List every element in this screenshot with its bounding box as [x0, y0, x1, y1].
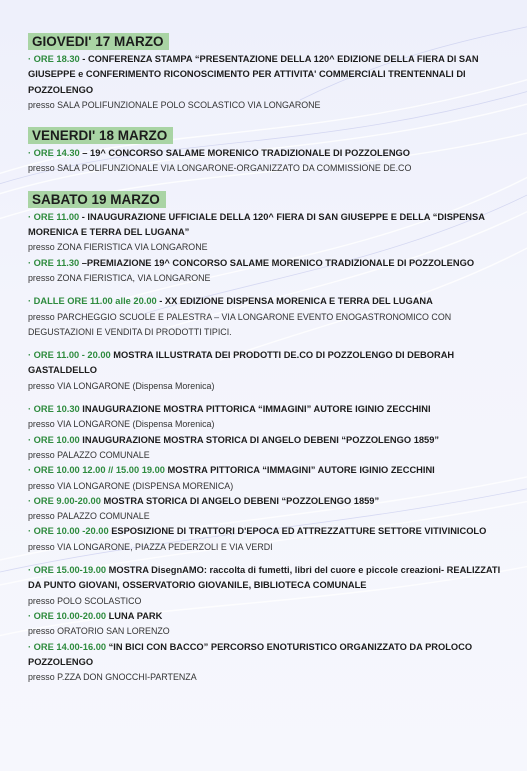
event-title: - XX EDIZIONE DISPENSA MORENICA E TERRA DEL LUGANA	[156, 296, 433, 307]
event-place: presso VIA LONGARONE (DISPENSA MORENICA)	[28, 480, 234, 491]
event-item	[28, 640, 508, 671]
event-time: · ORE 10.30	[28, 404, 80, 415]
event-time: · ORE 10.00-20.00	[28, 610, 107, 621]
event-title: “IN BICI CON BACCO” PERCORSO ENOTURISTICO ORGANIZZATO DA PROLOCO POZZOLENGO	[28, 641, 473, 667]
event-title: –PREMIAZIONE 19^ CONCORSO SALAME MORENICO TRADIZIONALE DI POZZOLENGO	[79, 257, 475, 268]
program-content	[28, 33, 508, 685]
event-title: MOSTRA ILLUSTRATA DEI PRODOTTI DE.CO DI POZZOLENGO DI DEBORAH GASTALDELLO	[28, 350, 455, 376]
event-place: presso ZONA FIERISTICA VIA LONGARONE	[28, 242, 208, 253]
event-time: · ORE 10.00	[28, 434, 80, 445]
event-time: · ORE 9.00-20.00	[28, 495, 101, 506]
event-item	[28, 609, 508, 624]
day-header-friday: VENERDI' 18 MARZO	[28, 127, 173, 144]
event-item	[28, 146, 508, 161]
day-header-thursday: GIOVEDI' 17 MARZO	[28, 33, 169, 50]
event-title: MOSTRA STORICA DI ANGELO DEBENI “POZZOLENGO 1859”	[100, 495, 380, 506]
event-time: · ORE 11.00 - 20.00	[28, 350, 111, 361]
event-title: MOSTRA DisegnAMO: raccolta di fumetti, libri del cuore e piccole creazioni- REALIZZATI DA PUNTO GIOVANI, OSSERVATORIO GIOVANILE, BIBLIOTECA COMUNALE	[28, 565, 501, 591]
event-place: presso P.ZZA DON GNOCCHI-PARTENZA	[28, 672, 197, 683]
event-place: presso ORATORIO SAN LORENZO	[28, 626, 170, 637]
event-item	[28, 52, 508, 98]
event-time: · ORE 11.00	[28, 211, 80, 222]
event-time: · ORE 14.00-16.00	[28, 641, 107, 652]
event-title: - CONFERENZA STAMPA “PRESENTAZIONE DELLA 120^ EDIZIONE DELLA FIERA DI SAN GIUSEPPE e CONFERIMENTO RICONOSCIMENTO PER ATTIVITA' COMMERCIALI TRENTENNALI DI POZZOLENGO	[28, 54, 479, 95]
event-time: · ORE 14.30	[28, 148, 80, 159]
event-time: · ORE 10.00 12.00 // 15.00 19.00	[28, 465, 165, 476]
event-place: presso VIA LONGARONE (Dispensa Morenica)	[28, 380, 215, 391]
event-place: presso ZONA FIERISTICA, VIA LONGARONE	[28, 272, 211, 283]
event-title: ESPOSIZIONE DI TRATTORI D'EPOCA ED ATTREZZATTURE SETTORE VITIVINICOLO	[108, 526, 487, 537]
event-place: presso POLO SCOLASTICO	[28, 595, 142, 606]
event-item	[28, 210, 508, 241]
event-item	[28, 256, 508, 271]
event-item	[28, 524, 508, 539]
event-item	[28, 402, 508, 417]
day-header-saturday: SABATO 19 MARZO	[28, 191, 166, 208]
event-title: INAUGURAZIONE MOSTRA STORICA DI ANGELO DEBENI “POZZOLENGO 1859”	[79, 434, 440, 445]
event-item	[28, 348, 508, 379]
event-place: presso VIA LONGARONE, PIAZZA PEDERZOLI E VIA VERDI	[28, 541, 273, 552]
event-title: MOSTRA PITTORICA “IMMAGINI” AUTORE IGINIO ZECCHINI	[164, 465, 435, 476]
event-item	[28, 294, 508, 309]
event-time: · ORE 10.00 -20.00	[28, 526, 109, 537]
event-time: · ORE 11.30	[28, 257, 80, 268]
event-place: presso PARCHEGGIO SCUOLE E PALESTRA – VIA LONGARONE EVENTO ENOGASTRONOMICO CON DEGUSTAZIONI E VENDITA DI PRODOTTI TIPICI.	[28, 311, 452, 337]
event-title: – 19^ CONCORSO SALAME MORENICO TRADIZIONALE DI POZZOLENGO	[79, 148, 411, 159]
event-place: presso PALAZZO COMUNALE	[28, 449, 150, 460]
event-title: - INAUGURAZIONE UFFICIALE DELLA 120^ FIERA DI SAN GIUSEPPE E DELLA “DISPENSA MORENICA E TERRA DEL LUGANA”	[28, 211, 485, 238]
event-title: LUNA PARK	[106, 610, 163, 621]
event-time: · DALLE ORE 11.00 alle 20.00	[28, 296, 157, 307]
event-time: · ORE 18.30	[28, 54, 80, 64]
event-item	[28, 563, 508, 594]
event-place: presso VIA LONGARONE (Dispensa Morenica)	[28, 419, 215, 430]
event-place: presso PALAZZO COMUNALE	[28, 511, 150, 522]
event-item	[28, 463, 508, 478]
event-item	[28, 494, 508, 509]
event-place: presso SALA POLIFUNZIONALE POLO SCOLASTICO VIA LONGARONE	[28, 99, 321, 110]
event-title: INAUGURAZIONE MOSTRA PITTORICA “IMMAGINI” AUTORE IGINIO ZECCHINI	[79, 404, 431, 415]
event-item	[28, 433, 508, 448]
event-place: presso SALA POLIFUNZIONALE VIA LONGARONE-ORGANIZZATO DA COMMISSIONE DE.CO	[28, 163, 412, 174]
event-time: · ORE 15.00-19.00	[28, 565, 107, 576]
